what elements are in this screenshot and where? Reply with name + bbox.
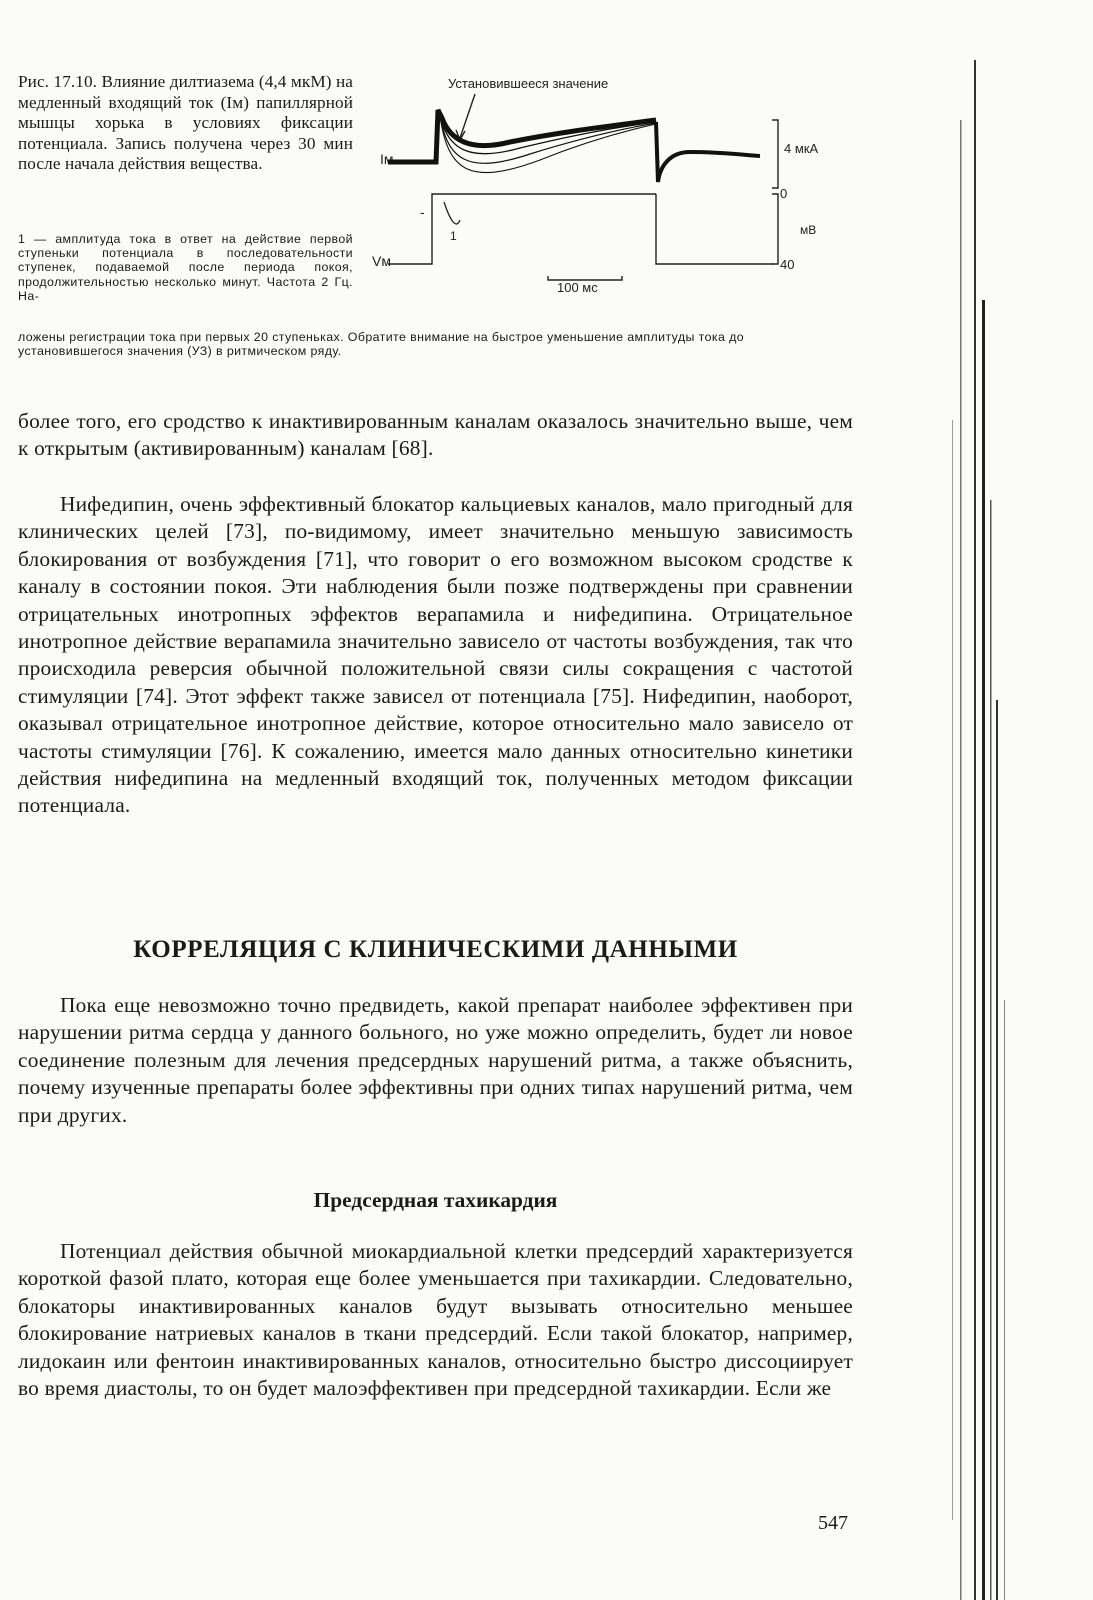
figure-caption: [18, 72, 353, 175]
steady-state-label: Установившееся значение: [448, 76, 609, 91]
voltage-step-trace: [388, 194, 774, 264]
voltage-scale-bracket: [772, 194, 778, 264]
mv-label: мВ: [800, 223, 817, 237]
svg-text:-: -: [420, 204, 425, 220]
current-scale-label: 4 мкА: [784, 141, 819, 156]
forty-label: 40: [780, 257, 795, 272]
trace-one-label: 1: [450, 229, 457, 243]
time-scale-label: 100 мс: [557, 280, 598, 295]
current-traces: [388, 110, 760, 182]
paragraph: Пока еще невозможно точно предвидеть, какой препарат наиболее эффективен при нарушении ритма сердца у данного больного, но уже можно определить, будет ли новое соединение полезным для лечения предсердных нарушений ритма, а также объяснить, почему изученные препараты более эффективны при одних типах нарушений ритма, чем при других.: [18, 993, 853, 1127]
subsection-heading: Предсердная тахикардия: [313, 1188, 558, 1212]
zero-label: 0: [780, 186, 788, 201]
current-trace-figure: [360, 70, 850, 300]
figure-caption-title: Рис. 17.10. Влияние дилтиазема (4,4 мкМ) на медленный входящий ток (Iм) папиллярной мышцы хорька в условиях фиксации потенциала. Запись получена через 30 мин после начала действия вещества.: [18, 72, 353, 174]
im-label: Iм: [380, 151, 394, 167]
figure-caption-notes-continued: ложены регистрации тока при первых 20 ступеньках. Обратите внимание на быстрое уменьшение амплитуды тока до установившегося значения (УЗ) в ритмическом ряду.: [18, 330, 745, 359]
page-number: 547: [818, 1512, 848, 1534]
paragraph: Нифедипин, очень эффективный блокатор кальциевых каналов, мало пригодный для клинических целей [73], по-видимому, имеет значительно меньшую зависимость блокирования от возбуждения [71], что говорит о его возможном высоком сродстве к каналу в состоянии покоя. Эти наблюдения были позже подтверждены при сравнении отрицательных инотропных эффектов верапамила и нифедипина. Отрицательное инотропное действие верапамила значительно зависело от частоты возбуждения, так что происходила реверсия обычной положительной связи силы сокращения с частотой стимуляции [74]. Этот эффект также зависел от потенциала [75]. Нифедипин, наоборот, оказывал отрицательное инотропное действие, которое относительно мало зависело от частоты стимуляции [76]. К сожалению, имеется мало данных относительно кинетики действия нифедипина на медленный входящий ток, полученных методом фиксации потенциала.: [18, 492, 853, 818]
vm-label: Vм: [372, 253, 391, 269]
first-step-trace: [444, 202, 460, 224]
scan-edge-artifact: [930, 0, 1093, 1600]
figure-caption-notes: 1 — амплитуда тока в ответ на действие первой ступеньки потенциала в последовательности ступенек, подаваемой после периода покоя, продолжительностью несколько минут. Частота 2 Гц. На-: [18, 232, 353, 303]
paragraph: Потенциал действия обычной миокардиальной клетки предсердий характеризуется короткой фазой плато, которая еще более уменьшается при тахикардии. Следовательно, блокаторы инактивированных каналов будут вызывать относительно меньшее блокирование натриевых каналов в ткани предсердий. Если такой блокатор, например, лидокаин или фентоин инактивированных каналов, относительно быстро диссоциирует во время диастолы, то он будет малоэффективен при предсердной тахикардии. Если же: [18, 1239, 853, 1401]
section-heading: КОРРЕЛЯЦИЯ С КЛИНИЧЕСКИМИ ДАННЫМИ: [133, 936, 738, 963]
current-scale-bracket: [772, 120, 778, 188]
paragraph: более того, его сродство к инактивированным каналам оказалось значительно выше, чем к открытым (активированным) каналам [68].: [18, 409, 853, 461]
steady-state-arrow: [460, 94, 475, 138]
